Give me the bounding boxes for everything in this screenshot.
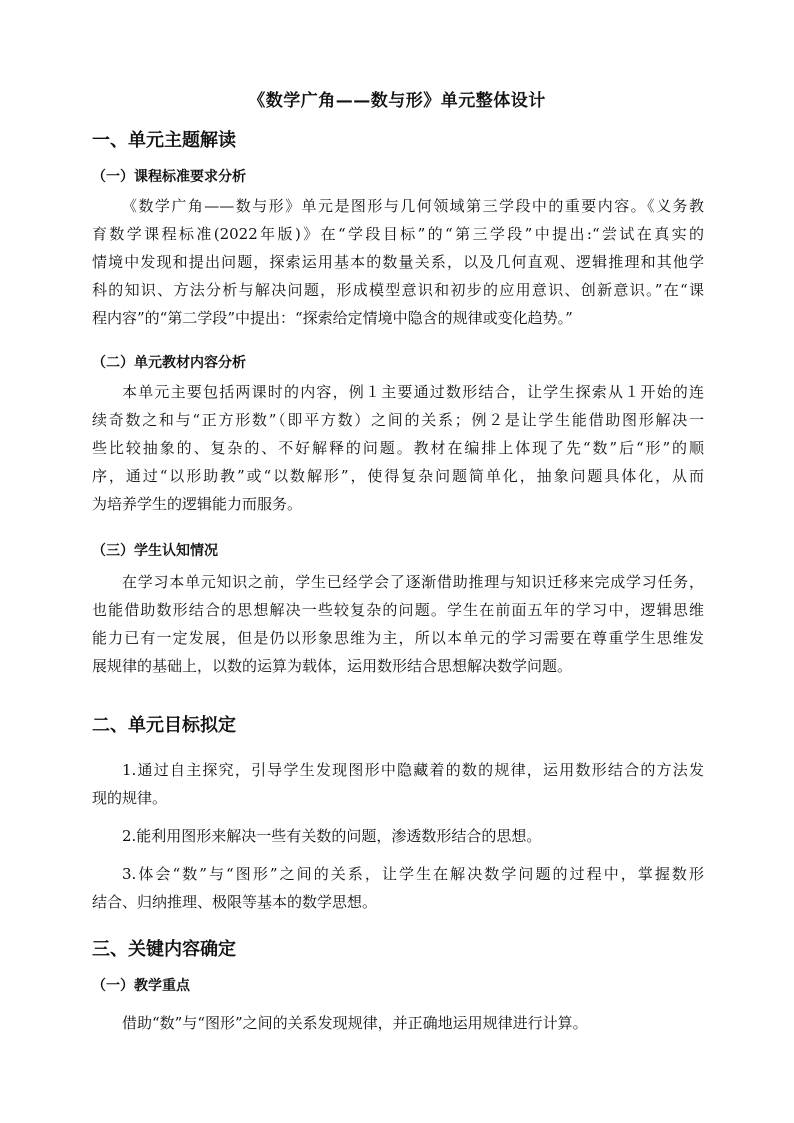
section-heading-unit-goals: 二、单元目标拟定 bbox=[92, 715, 236, 736]
text-line: 1.通过自主探究，引导学生发现图形中隐藏着的数的规律，运用数形结合的方法发 bbox=[122, 761, 704, 779]
text-line: 本单元主要包括两课时的内容，例１主要通过数形结合，让学生探索从１开始的连 bbox=[122, 383, 704, 401]
paragraph-student-cognition bbox=[92, 568, 704, 680]
subheading-curriculum-standard: （一）课程标准要求分析 bbox=[92, 169, 246, 185]
paragraph-goal-3 bbox=[92, 860, 704, 916]
text-line: 能力已有一定发展，但是仍以形象思维为主，所以本单元的学习需要在尊重学生思维发 bbox=[92, 629, 704, 647]
text-line: 2.能利用图形来解决一些有关数的问题，渗透数形结合的思想。 bbox=[122, 827, 542, 845]
text-line: 结合、归纳推理、极限等基本的数学思想。 bbox=[92, 893, 378, 911]
text-line: 情境中发现和提出问题，探索运用基本的数量关系，以及几何直观、逻辑推理和其他学 bbox=[92, 253, 704, 271]
text-line: 现的规律。 bbox=[92, 789, 168, 807]
paragraph-curriculum-standard bbox=[92, 192, 704, 332]
subheading-teaching-focus: （一）教学重点 bbox=[92, 978, 190, 994]
section-heading-unit-theme: 一、单元主题解读 bbox=[92, 130, 236, 151]
text-line: 些比较抽象的、复杂的、不好解释的问题。教材在编排上体现了先“数”后“形”的顺 bbox=[92, 439, 704, 457]
text-line: 也能借助数形结合的思想解决一些较复杂的问题。学生在前面五年的学习中，逻辑思维 bbox=[92, 601, 704, 619]
text-line: 序，通过“以形助教”或“以数解形”，使得复杂问题简单化，抽象问题具体化，从而 bbox=[92, 467, 704, 485]
text-line: 为培养学生的逻辑能力而服务。 bbox=[92, 495, 303, 513]
text-line: 展规律的基础上，以数的运算为载体，运用数形结合思想解决数学问题。 bbox=[92, 657, 573, 675]
subheading-textbook-analysis: （二）单元教材内容分析 bbox=[92, 355, 246, 371]
text-line: 续奇数之和与“正方形数”（即平方数）之间的关系；例２是让学生能借助图形解决一 bbox=[92, 411, 704, 429]
paragraph-teaching-focus bbox=[92, 1009, 704, 1037]
paragraph-goal-2 bbox=[92, 822, 704, 850]
text-line: 借助“数”与“图形”之间的关系发现规律，并正确地运用规律进行计算。 bbox=[122, 1014, 588, 1032]
text-line: 育数学课程标准(2022年版)》在“学段目标”的“第三学段”中提出:“尝试在真实的 bbox=[92, 225, 704, 243]
document-title: 《数学广角——数与形》单元整体设计 bbox=[248, 91, 546, 111]
section-heading-key-content: 三、关键内容确定 bbox=[92, 939, 236, 960]
text-line: 3.体会“数”与“图形”之间的关系，让学生在解决数学问题的过程中，掌握数形 bbox=[122, 865, 704, 883]
text-line: 科的知识、方法分析与解决问题，形成模型意识和初步的应用意识、创新意识。”在“课 bbox=[92, 281, 704, 299]
text-line: 《数学广角——数与形》单元是图形与几何领域第三学段中的重要内容。《义务教 bbox=[122, 197, 704, 215]
paragraph-textbook-analysis bbox=[92, 378, 704, 518]
text-line: 在学习本单元知识之前，学生已经学会了逐渐借助推理与知识迁移来完成学习任务， bbox=[122, 573, 704, 591]
text-line: 程内容”的“第二学段”中提出：“探索给定情境中隐含的规律或变化趋势。” bbox=[92, 309, 573, 327]
paragraph-goal-1 bbox=[92, 756, 704, 812]
subheading-student-cognition: （三）学生认知情况 bbox=[92, 543, 218, 559]
